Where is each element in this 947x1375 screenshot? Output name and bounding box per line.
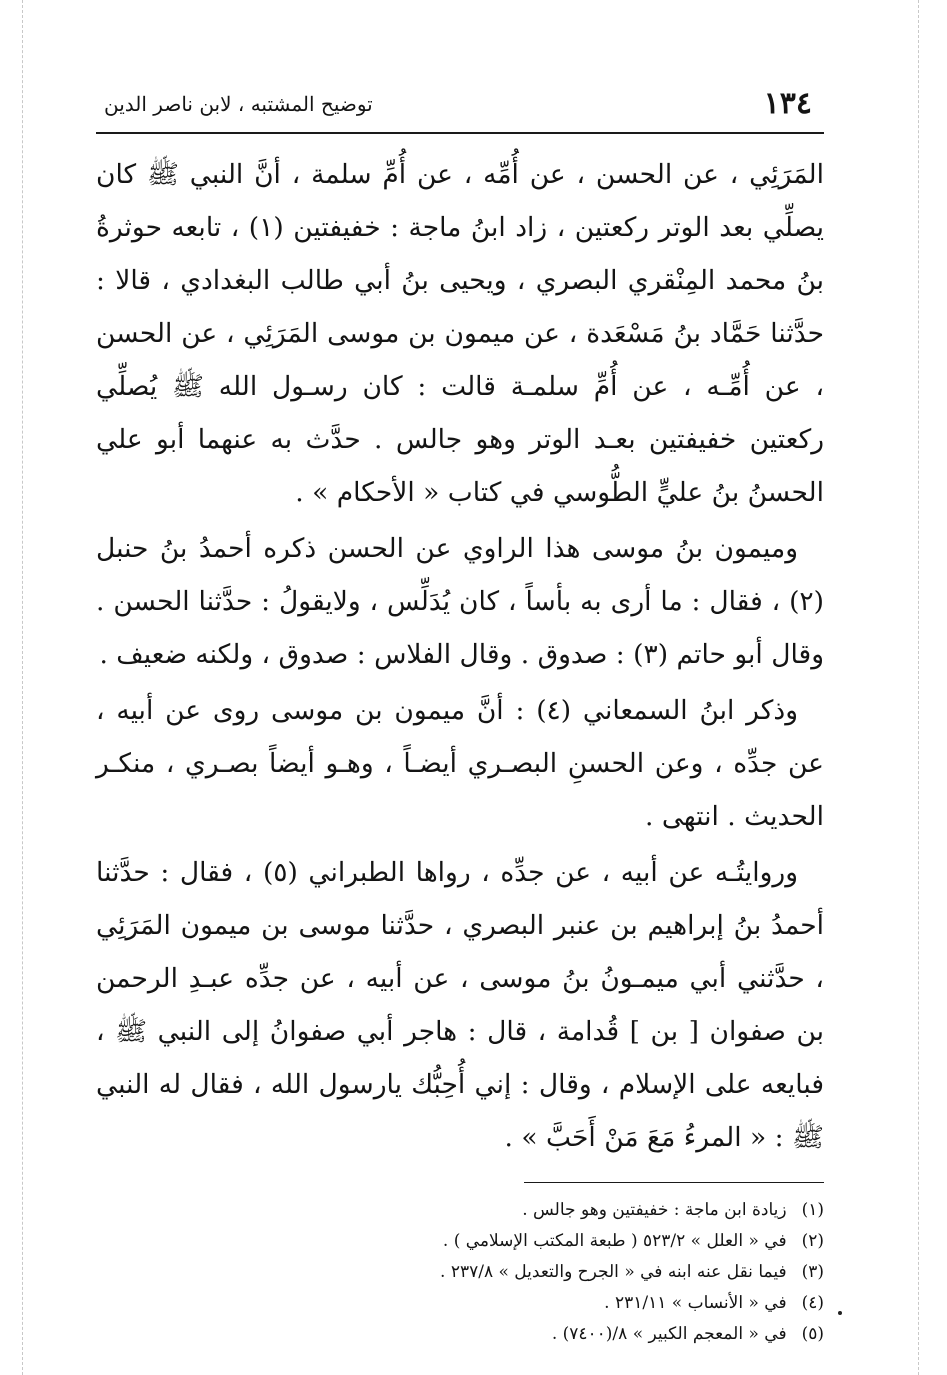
- footnote-number: (١): [801, 1200, 824, 1220]
- running-title: توضيح المشتبه ، لابن ناصر الدين: [104, 92, 373, 116]
- footnote-text: في « العلل » ٥٢٣/٢ ( طبعة المكتب الإسلامي ) .: [442, 1231, 787, 1251]
- footnote-text: زيادة ابن ماجة : خفيفتين وهو جالس .: [522, 1200, 787, 1220]
- footnote-number: (٣): [801, 1262, 824, 1282]
- footnote-4: [96, 1288, 824, 1319]
- footnote-text: في « المعجم الكبير » ٨/(٧٤٠٠) .: [551, 1324, 787, 1344]
- footnote-number: (٤): [801, 1293, 824, 1313]
- footnote-3: [96, 1257, 824, 1288]
- fold-line-left: [22, 0, 23, 1375]
- footnote-number: (٢): [801, 1231, 824, 1251]
- paragraph-3: وذكر ابنُ السمعاني (٤) : أنَّ ميمون بن موسى روى عن أبيه ، عن جدِّه ، وعن الحسنِ البصـري أيضـاً ، وهـو أيضاً بصـري ، منكـر الحديث . انتهى .: [96, 695, 824, 832]
- footnote-text: فيما نقل عنه ابنه في « الجرح والتعديل » ٢٣٧/٨ .: [440, 1262, 787, 1282]
- footnote-2: [96, 1226, 824, 1257]
- footnote-number: (٥): [801, 1324, 824, 1344]
- page-header: [96, 78, 824, 134]
- paragraph-2: وميمون بنُ موسى هذا الراوي عن الحسن ذكره أحمدُ بنُ حنبل (٢) ، فقال : ما أرى به بأساً ، كان يُدَلِّس ، ولايقولُ : حدَّثنا الحسن . وقال أبو حاتم (٣) : صدوق . وقال الفلاس : صدوق ، ولكنه ضعيف .: [96, 533, 824, 670]
- book-page: [96, 78, 824, 1350]
- footnotes: [96, 1195, 824, 1350]
- paragraph-1: المَرَئِي ، عن الحسن ، عن أُمِّه ، عن أُمِّ سلمة ، أنَّ النبي ﷺ كان يصلِّي بعد الوتر ركعتين ، زاد ابنُ ماجة : خفيفتين (١) ، تابعه حوثرةُ بنُ محمد المِنْقري البصري ، ويحيى بنُ أبي طالب البغدادي ، قالا : حدَّثنا حَمَّاد بنُ مَسْعَدة ، عن ميمون بن موسى المَرَئِي ، عن الحسن ، عن أُمِّـه ، عن أُمِّ سلمـة قالت : كان رسـول الله ﷺ يُصلِّي ركعتين خفيفتين بعـد الوتر وهو جالس . حدَّث به عنهما أبو علي الحسنُ بنُ عليٍّ الطُّوسي في كتاب « الأحكام » .: [96, 159, 824, 508]
- footnote-separator: [524, 1182, 824, 1183]
- main-text: [96, 148, 824, 1164]
- fold-line-right: [918, 0, 919, 1375]
- footnote-1: [96, 1195, 824, 1226]
- footnote-5: [96, 1319, 824, 1350]
- paragraph-4: وروايتُـه عن أبيه ، عن جدِّه ، رواها الطبراني (٥) ، فقال : حدَّثنا أحمدُ بنُ إبراهيم بن عنبر البصري ، حدَّثنا موسى بن ميمون المَرَئِي ، حدَّثني أبي ميمـونُ بنُ موسى ، عن أبيه ، عن جدِّه عبـدِ الرحمن بن صفوان [ بن ] قُدامة ، قال : هاجر أبي صفوانُ إلى النبي ﷺ ، فبايعه على الإسلام ، وقال : إني أُحِبُّك يارسول الله ، فقال له النبي ﷺ : « المرءُ مَعَ مَنْ أَحَبَّ » .: [96, 857, 824, 1153]
- footnote-text: في « الأنساب » ٢٣١/١١ .: [604, 1293, 787, 1313]
- page-number: ١٣٤: [763, 86, 812, 121]
- scan-speck: [838, 1311, 842, 1315]
